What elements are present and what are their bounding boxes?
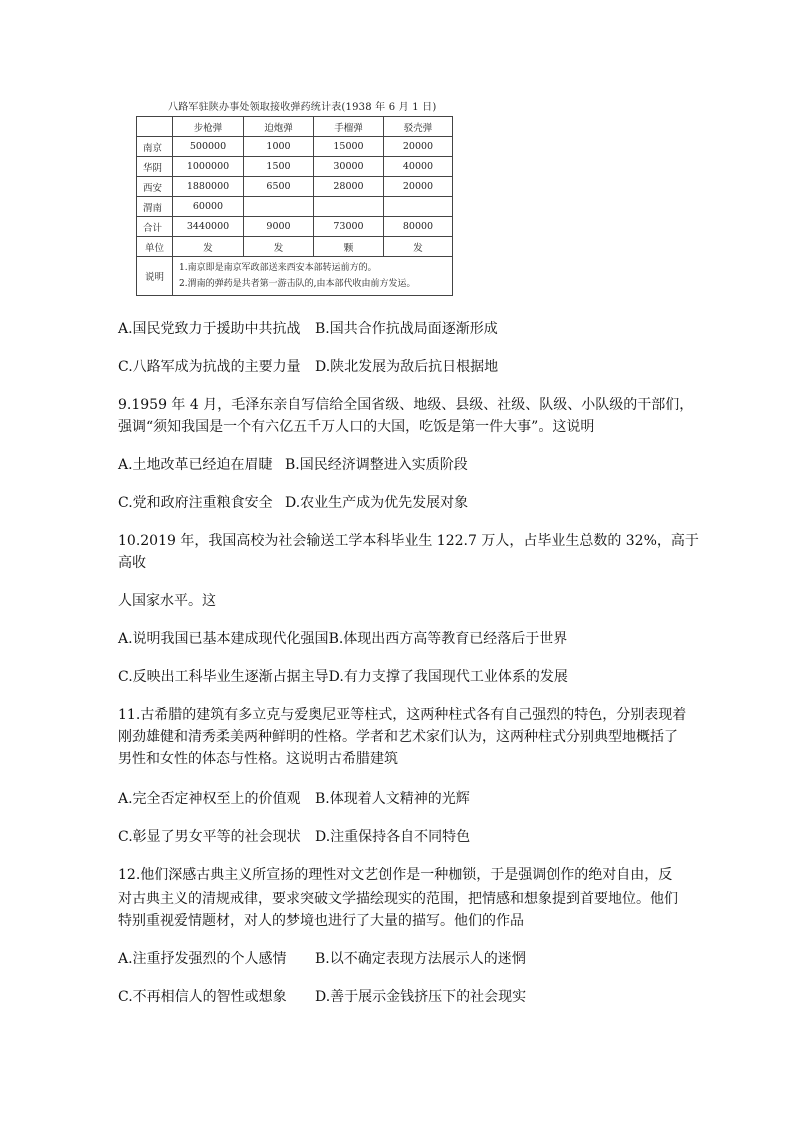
q9-options-row-2 [118,492,688,514]
table-row [137,137,453,157]
q9-option-a[interactable]: A.土地改革已经迫在眉睫 [118,457,273,473]
table-cell: 1000 [244,137,314,157]
q12-option-d[interactable]: D.善于展示金钱挤压下的社会现实 [315,989,527,1005]
q8-options-row-1 [118,318,688,340]
note-line: 2.渭南的弹药是共者第一游击队的,由本部代收由前方发运。 [179,279,416,289]
q12-stem-line-3: 特别重视爱情题材，对人的梦境也进行了大量的描写。他们的作品 [118,913,524,929]
table-cell: 3440000 [173,217,244,237]
q9-stem-line-2: 强调“须知我国是一个有六亿五千万人口的大国，吃饭是第一件大事”。这说明 [118,419,595,435]
table-cell: 华阴 [137,157,173,177]
q12-option-a[interactable]: A.注重抒发强烈的个人感情 [118,951,287,967]
q11-option-b[interactable]: B.体现着人文精神的光辉 [315,791,470,807]
q11-stem-line-3: 男性和女性的体态与性格。这说明古希腊建筑 [118,751,398,767]
q10-stem-line-1: 10.2019 年，我国高校为社会输送工学本科毕业生 122.7 万人，占毕业生总数的 32%，高于 [118,533,699,549]
table-cell: 80000 [384,217,453,237]
table-cell [384,197,453,217]
table-cell: 9000 [244,217,314,237]
q8-option-b[interactable]: B.国共合作抗战局面逐渐形成 [315,321,498,337]
table-row [137,157,453,177]
q9-options-row-1 [118,454,688,476]
q11-stem-line-1: 11.古希腊的建筑有多立克与爱奥尼亚等柱式，这两种柱式各有自己强烈的特色，分别表现着 [118,707,687,723]
header-cell: 步枪弹 [173,117,244,137]
ammunition-statistics-table [136,116,453,296]
table-cell [314,197,384,217]
table-notes [173,257,453,296]
header-cell [137,117,173,137]
table-cell: 发 [384,237,453,257]
q11-options-row-1 [118,788,688,810]
table-cell: 1880000 [173,177,244,197]
table-header-row [137,117,453,137]
table-cell: 60000 [173,197,244,217]
q8-option-a[interactable]: A.国民党致力于援助中共抗战 [118,321,301,337]
table-title: 八路军驻陕办事处领取接收弹药统计表(1938 年 6 月 1 日) [168,102,437,113]
q10-stem-line-3: 人国家水平。这 [118,593,216,609]
q12-stem-line-1: 12.他们深感古典主义所宣扬的理性对文艺创作是一种枷锁，于是强调创作的绝对自由，反 [118,867,673,883]
q11-stem-line-2: 刚劲雄健和清秀柔美两种鲜明的性格。学者和艺术家们认为，这两种柱式分别典型地概括了 [118,729,678,745]
q9-option-b[interactable]: B.国民经济调整进入实质阶段 [285,457,468,473]
table-note-row [137,257,453,296]
q10-option-b[interactable]: B.体现出西方高等教育已经落后于世界 [328,631,568,647]
table-cell: 500000 [173,137,244,157]
table-cell: 73000 [314,217,384,237]
table-cell: 西安 [137,177,173,197]
table-row [137,217,453,237]
table-cell: 单位 [137,237,173,257]
table-cell: 1000000 [173,157,244,177]
q8-options-row-2 [118,356,688,378]
q10-option-c[interactable]: C.反映出工科毕业生逐渐占据主导 [118,669,329,685]
q11-options-row-2 [118,826,688,848]
table-row [137,177,453,197]
header-cell: 手榴弹 [314,117,384,137]
q10-stem-line-2: 高收 [118,555,146,571]
q12-stem-line-2: 对古典主义的清规戒律，要求突破文学描绘现实的范围，把情感和想象提到首要地位。他们 [118,891,678,907]
q12-options-row-2 [118,986,688,1008]
q9-option-d[interactable]: D.农业生产成为优先发展对象 [285,495,469,511]
table-cell [244,197,314,217]
table-cell: 20000 [384,137,453,157]
q12-options-row-1 [118,948,688,970]
table-cell: 发 [173,237,244,257]
table-cell: 发 [244,237,314,257]
header-cell: 驳壳弹 [384,117,453,137]
table-cell: 30000 [314,157,384,177]
q11-option-c[interactable]: C.彰显了男女平等的社会现状 [118,829,301,845]
table-cell: 颗 [314,237,384,257]
q9-option-c[interactable]: C.党和政府注重粮食安全 [118,495,273,511]
table-cell: 南京 [137,137,173,157]
q10-options-row-1 [118,628,688,650]
table-cell: 6500 [244,177,314,197]
table-cell: 合计 [137,217,173,237]
q10-option-a[interactable]: A.说明我国已基本建成现代化强国 [118,631,329,647]
q8-option-d[interactable]: D.陕北发展为敌后抗日根据地 [315,359,499,375]
note-label: 说明 [137,257,173,296]
q8-option-c[interactable]: C.八路军成为抗战的主要力量 [118,359,301,375]
q11-option-d[interactable]: D.注重保持各自不同特色 [315,829,471,845]
table-cell: 40000 [384,157,453,177]
q10-options-row-2 [118,666,688,688]
table-cell: 1500 [244,157,314,177]
table-row [137,197,453,217]
header-cell: 迫炮弹 [244,117,314,137]
note-line: 1.南京即是南京军政部送来西安本部转运前方的。 [179,263,377,273]
q10-option-d[interactable]: D.有力支撑了我国现代工业体系的发展 [328,669,568,685]
table-cell: 渭南 [137,197,173,217]
table-cell: 28000 [314,177,384,197]
table-cell: 20000 [384,177,453,197]
table-row [137,237,453,257]
q11-option-a[interactable]: A.完全否定神权至上的价值观 [118,791,301,807]
q9-stem-line-1: 9.1959 年 4 月，毛泽东亲自写信给全国省级、地级、县级、社级、队级、小队级的干部们， [118,397,694,413]
q12-option-c[interactable]: C.不再相信人的智性或想象 [118,989,287,1005]
table-cell: 15000 [314,137,384,157]
q12-option-b[interactable]: B.以不确定表现方法展示人的迷惘 [315,951,526,967]
